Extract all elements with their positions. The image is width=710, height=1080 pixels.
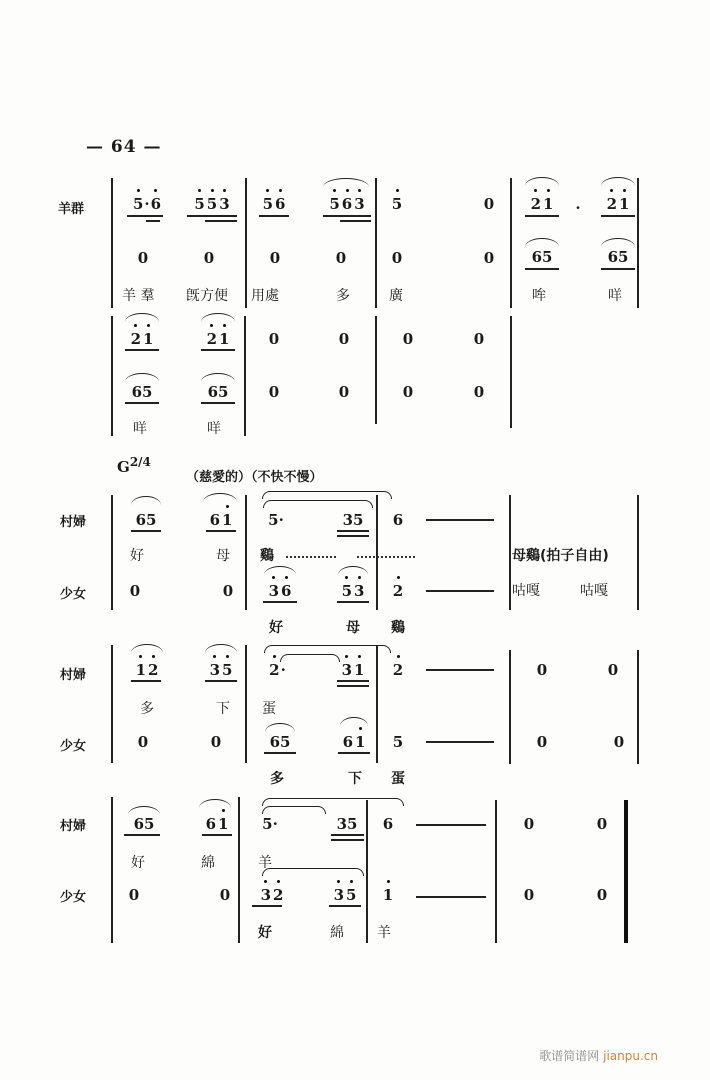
note-group: 5 3 bbox=[341, 582, 365, 600]
note: 0 bbox=[222, 582, 234, 600]
note-group: 6 1 bbox=[209, 511, 233, 529]
note: 0 bbox=[219, 886, 231, 904]
underline bbox=[338, 752, 370, 754]
slur bbox=[201, 373, 235, 382]
barline bbox=[509, 650, 511, 764]
slur bbox=[262, 868, 364, 876]
lyric: 綿 bbox=[330, 925, 344, 941]
note: 0 bbox=[536, 733, 548, 751]
barline bbox=[111, 645, 113, 763]
lyric: 咩 bbox=[207, 421, 221, 437]
note: 0 bbox=[596, 886, 608, 904]
slur bbox=[525, 177, 559, 186]
lyric: 羊 bbox=[258, 855, 272, 871]
slur bbox=[264, 566, 296, 575]
lyric: 多 bbox=[336, 288, 350, 304]
barline bbox=[238, 797, 240, 943]
slur bbox=[323, 178, 369, 187]
note: 0 bbox=[483, 195, 495, 213]
note: 0 bbox=[137, 733, 149, 751]
lyric: 咕嘎 bbox=[512, 583, 540, 599]
note-group: 3 5 bbox=[209, 661, 233, 679]
underline bbox=[201, 402, 235, 404]
slur bbox=[125, 373, 159, 382]
underline bbox=[125, 349, 159, 351]
underline bbox=[601, 215, 635, 217]
page-number: — 64 — bbox=[86, 137, 162, 157]
slur bbox=[205, 644, 237, 653]
note: 0 bbox=[473, 330, 485, 348]
slur bbox=[131, 644, 163, 653]
note-group: 5·6 bbox=[132, 195, 162, 213]
underline bbox=[187, 215, 237, 217]
barline bbox=[111, 316, 113, 436]
key-label: G bbox=[117, 458, 130, 476]
barline bbox=[111, 797, 113, 943]
note: 6 bbox=[392, 511, 404, 529]
part-label: 村婦 bbox=[60, 515, 87, 530]
underline bbox=[252, 905, 282, 907]
lyric: 下 bbox=[348, 771, 362, 787]
tie bbox=[262, 798, 404, 806]
lyric: 咕嘎 bbox=[580, 583, 608, 599]
note-group: 65 bbox=[207, 383, 229, 401]
underline bbox=[525, 268, 559, 270]
underline bbox=[146, 220, 160, 222]
underline bbox=[263, 601, 297, 603]
expression-marking: （慈愛的）（不快不慢） bbox=[186, 470, 323, 485]
barline bbox=[376, 645, 378, 763]
part-label: 少女 bbox=[60, 890, 87, 905]
underline bbox=[131, 530, 161, 532]
underline bbox=[329, 905, 361, 907]
barline bbox=[245, 178, 247, 308]
slur bbox=[601, 177, 635, 186]
lyric: 好 bbox=[258, 925, 272, 941]
lyric: 多 bbox=[140, 701, 154, 717]
slur bbox=[263, 500, 373, 508]
final-barline bbox=[624, 800, 628, 943]
underline bbox=[205, 220, 237, 222]
part-label: 少女 bbox=[60, 739, 87, 754]
slur bbox=[265, 723, 295, 732]
barline bbox=[245, 645, 247, 763]
note: 0 bbox=[129, 582, 141, 600]
slur bbox=[262, 806, 326, 814]
lyric: 蛋 bbox=[391, 771, 405, 787]
part-label: 村婦 bbox=[60, 819, 87, 834]
note-group: 5 6 bbox=[262, 195, 286, 213]
note: 0 bbox=[203, 249, 215, 267]
underline bbox=[131, 680, 161, 682]
lyric: 鷄 bbox=[391, 620, 405, 636]
free-rhythm-lyric: 母鷄(拍子自由) bbox=[512, 548, 609, 564]
note: 0 bbox=[269, 249, 281, 267]
note-group: 35 bbox=[342, 511, 364, 529]
note: 0 bbox=[335, 249, 347, 267]
slur bbox=[131, 496, 161, 505]
note: 0 bbox=[128, 886, 140, 904]
lyric: 用處 bbox=[251, 288, 279, 304]
underline bbox=[125, 402, 159, 404]
note-group: 65 bbox=[131, 383, 153, 401]
note-group: 3 6 bbox=[268, 582, 292, 600]
slur bbox=[201, 313, 235, 322]
note-group: 2 1 bbox=[530, 195, 554, 213]
underline bbox=[525, 215, 559, 217]
note-group: 5 5 3 bbox=[194, 195, 230, 213]
extension-line bbox=[426, 519, 494, 521]
tie bbox=[264, 645, 391, 653]
note: 5 bbox=[392, 733, 404, 751]
note: 0 bbox=[137, 249, 149, 267]
note: 6 bbox=[382, 815, 394, 833]
note: 2 bbox=[392, 582, 404, 600]
lyric: 多 bbox=[270, 771, 284, 787]
note: 0 bbox=[473, 383, 485, 401]
note-group: 1 2 bbox=[135, 661, 159, 679]
lyric: 羊 羣 bbox=[122, 288, 155, 304]
note: 0 bbox=[613, 733, 625, 751]
barline bbox=[495, 800, 497, 943]
note-group: 65 bbox=[135, 511, 157, 529]
barline bbox=[244, 316, 246, 436]
barline bbox=[375, 178, 377, 308]
note: 0 bbox=[483, 249, 495, 267]
barline bbox=[637, 495, 639, 610]
dot: . bbox=[575, 195, 581, 213]
note-group: 2 1 bbox=[206, 330, 230, 348]
barline bbox=[111, 178, 113, 308]
part-label: 羊群 bbox=[58, 202, 85, 217]
note-group: 2 1 bbox=[130, 330, 154, 348]
note-group: 5 6 3 bbox=[329, 195, 365, 213]
part-label: 少女 bbox=[60, 587, 87, 602]
note: 0 bbox=[210, 733, 222, 751]
note-group: 6 1 bbox=[342, 733, 366, 751]
note-group: 2 1 bbox=[606, 195, 630, 213]
underline bbox=[259, 215, 289, 217]
underline bbox=[202, 834, 232, 836]
underline bbox=[206, 530, 236, 532]
extension-line bbox=[426, 669, 494, 671]
note: 0 bbox=[338, 330, 350, 348]
note: 0 bbox=[402, 330, 414, 348]
underline bbox=[601, 268, 635, 270]
slur bbox=[128, 806, 160, 815]
note-group: 3 1 bbox=[341, 661, 365, 679]
slur bbox=[601, 238, 635, 247]
lyric: 廣 bbox=[389, 288, 403, 304]
underline bbox=[340, 220, 371, 222]
dotted-line bbox=[286, 556, 336, 558]
note: 0 bbox=[596, 815, 608, 833]
underline bbox=[201, 349, 235, 351]
note-group: 6 1 bbox=[205, 815, 229, 833]
slur bbox=[125, 313, 159, 322]
underline bbox=[264, 752, 296, 754]
tie bbox=[262, 491, 392, 499]
watermark-url: jianpu.cn bbox=[603, 1049, 658, 1063]
note-group: 35 bbox=[336, 815, 358, 833]
extension-line bbox=[416, 896, 486, 898]
lyric: 哞 bbox=[532, 288, 546, 304]
lyric: 好 bbox=[269, 620, 283, 636]
slur bbox=[203, 493, 237, 502]
note-group: 65 bbox=[531, 248, 553, 266]
key-signature bbox=[117, 455, 151, 476]
note: 0 bbox=[536, 661, 548, 679]
note-group: 65 bbox=[269, 733, 291, 751]
time-signature: 2/4 bbox=[129, 455, 151, 469]
part-label: 村婦 bbox=[60, 668, 87, 683]
barline bbox=[366, 800, 368, 943]
barline bbox=[245, 495, 247, 610]
note: 0 bbox=[402, 383, 414, 401]
note: 2 bbox=[392, 661, 404, 679]
lyric: 羊 bbox=[377, 925, 391, 941]
lyric: 旣方便 bbox=[186, 288, 228, 304]
underline bbox=[205, 680, 237, 682]
extension-line bbox=[416, 824, 486, 826]
note: 0 bbox=[338, 383, 350, 401]
lyric: 咩 bbox=[133, 421, 147, 437]
barline bbox=[510, 178, 512, 308]
note: 5 bbox=[391, 195, 403, 213]
underline bbox=[331, 834, 364, 836]
barline bbox=[111, 495, 113, 610]
note-group: 65 bbox=[133, 815, 155, 833]
lyric: 好 bbox=[131, 855, 145, 871]
lyric: 母 bbox=[346, 620, 360, 636]
slur bbox=[525, 238, 559, 247]
watermark-site: 歌谱简谱网 bbox=[539, 1049, 600, 1063]
barline bbox=[509, 495, 511, 610]
dotted-line bbox=[357, 556, 415, 558]
underline bbox=[127, 215, 163, 217]
lyric: 咩 bbox=[608, 288, 622, 304]
underline bbox=[337, 601, 369, 603]
lyric: 好 bbox=[130, 548, 144, 564]
note: 0 bbox=[523, 886, 535, 904]
underline bbox=[337, 685, 369, 687]
barline bbox=[375, 316, 377, 424]
note-group: 65 bbox=[607, 248, 629, 266]
underline bbox=[337, 530, 369, 532]
note-group: 3 5 bbox=[333, 886, 357, 904]
note: 0 bbox=[523, 815, 535, 833]
note: 0 bbox=[268, 383, 280, 401]
barline bbox=[637, 650, 639, 764]
lyric: 下 bbox=[216, 701, 230, 717]
extension-line bbox=[426, 590, 494, 592]
barline bbox=[376, 495, 378, 610]
underline bbox=[331, 839, 364, 841]
slur bbox=[199, 799, 231, 808]
underline bbox=[337, 535, 369, 537]
note: 0 bbox=[268, 330, 280, 348]
note-group: 3 2 bbox=[260, 886, 284, 904]
note: 1 bbox=[382, 886, 394, 904]
lyric: 母 bbox=[216, 548, 230, 564]
note: 5· bbox=[268, 511, 284, 529]
barline bbox=[637, 178, 639, 308]
note: 0 bbox=[607, 661, 619, 679]
slur bbox=[338, 566, 368, 575]
lyric: 蛋 bbox=[262, 701, 276, 717]
note: 5· bbox=[262, 815, 278, 833]
underline bbox=[323, 215, 371, 217]
lyric: 鷄 bbox=[260, 548, 274, 564]
underline bbox=[337, 680, 369, 682]
extension-line bbox=[426, 741, 494, 743]
barline bbox=[510, 316, 512, 428]
lyric: 綿 bbox=[201, 855, 215, 871]
slur bbox=[340, 717, 368, 726]
note: 2· bbox=[269, 661, 286, 679]
watermark bbox=[539, 1047, 658, 1064]
underline bbox=[124, 834, 160, 836]
note: 0 bbox=[391, 249, 403, 267]
